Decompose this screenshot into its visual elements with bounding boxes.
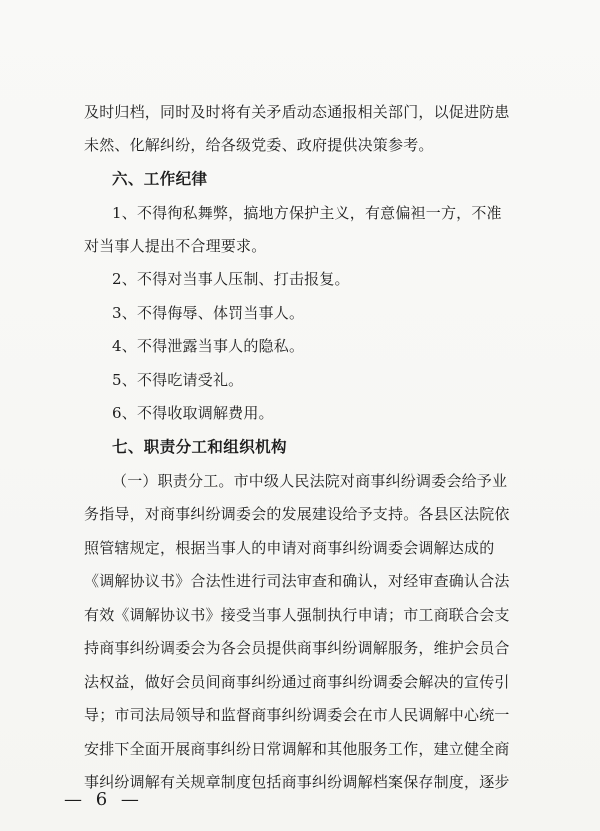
responsibility-paragraph-line-7: 法权益，做好会员间商事纠纷通过商事纠纷调委会解决的宣传引 bbox=[84, 673, 510, 691]
page-number: — 6 — bbox=[64, 789, 143, 810]
responsibility-paragraph-line-3: 照管辖规定，根据当事人的申请对商事纠纷调委会调解达成的 bbox=[84, 539, 495, 557]
discipline-item-2: 2、不得对当事人压制、打击报复。 bbox=[112, 270, 350, 288]
discipline-item-1: 1、不得徇私舞弊，搞地方保护主义，有意偏袒一方，不准 bbox=[112, 204, 502, 222]
responsibility-paragraph-line-5: 有效《调解协议书》接受当事人强制执行申请；市工商联合会支 bbox=[84, 606, 510, 624]
responsibility-paragraph-line-10: 事纠纷调解有关规章制度包括商事纠纷调解档案保存制度，逐步 bbox=[84, 773, 510, 791]
responsibility-paragraph-line-6: 持商事纠纷调委会为各会员提供商事纠纷调解服务，维护会员合 bbox=[84, 639, 510, 657]
discipline-item-6: 6、不得收取调解费用。 bbox=[112, 404, 274, 422]
responsibility-paragraph-line-2: 务指导，对商事纠纷调委会的发展建设给予支持。各县区法院依 bbox=[84, 505, 510, 523]
body-text-line-1: 及时归档，同时及时将有关矛盾动态通报相关部门，以促进防患 bbox=[84, 103, 510, 121]
responsibility-paragraph-line-9: 安排下全面开展商事纠纷日常调解和其他服务工作，建立健全商 bbox=[84, 740, 510, 758]
responsibility-paragraph-line-8: 导；市司法局领导和监督商事纠纷调委会在市人民调解中心统一 bbox=[84, 706, 510, 724]
responsibility-paragraph-line-4: 《调解协议书》合法性进行司法审查和确认，对经审查确认合法 bbox=[84, 572, 510, 590]
discipline-item-4: 4、不得泄露当事人的隐私。 bbox=[112, 337, 305, 355]
section-heading-six: 六、工作纪律 bbox=[112, 170, 208, 188]
body-text-line-2: 未然、化解纠纷，给各级党委、政府提供决策参考。 bbox=[84, 136, 434, 154]
discipline-item-5: 5、不得吃请受礼。 bbox=[112, 371, 244, 389]
section-heading-seven: 七、职责分工和组织机构 bbox=[112, 438, 287, 456]
discipline-item-1-continued: 对当事人提出不合理要求。 bbox=[84, 237, 267, 255]
discipline-item-3: 3、不得侮辱、体罚当事人。 bbox=[112, 304, 305, 322]
responsibility-paragraph-line-1: （一）职责分工。市中级人民法院对商事纠纷调委会给予业 bbox=[112, 472, 508, 490]
